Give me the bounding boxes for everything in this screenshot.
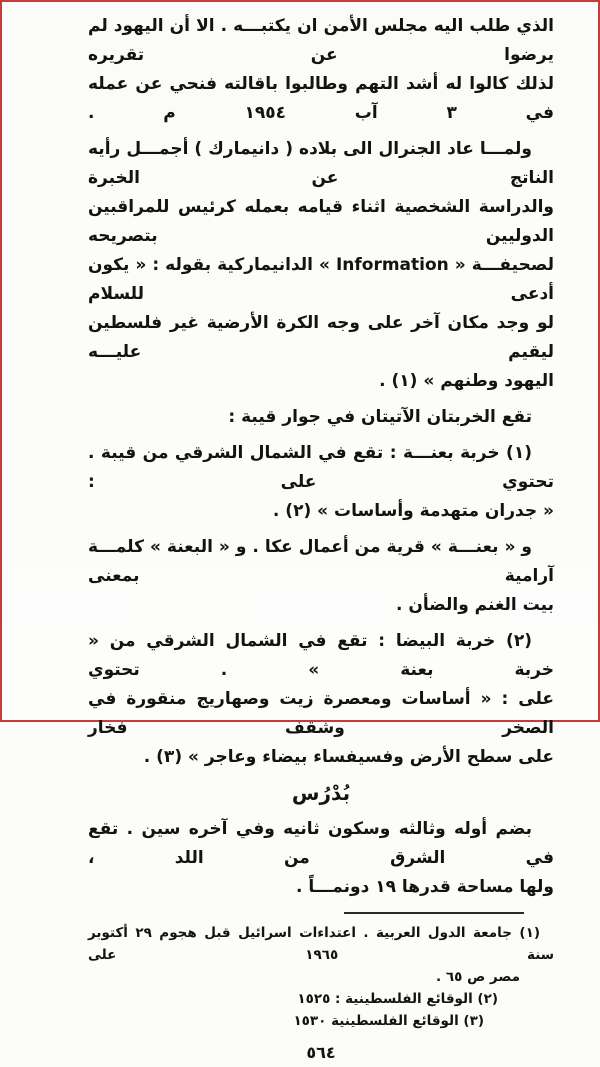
text-line: (١) خربة بعنـــة : تقع في الشمال الشرقي من قيبة . تحتوي على : (88, 443, 554, 492)
text-line: « جدران متهدمة وأساسات » (٢) . (272, 501, 554, 521)
text-line: تقع الخربتان الآتيتان في جوار قيبة : (228, 407, 532, 427)
text-line: لذلك كالوا له أشد التهم وطالبوا باقالته فنحي عن عمله في ٣ آب ١٩٥٤ م . (88, 74, 555, 123)
text-line: و « بعنـــة » قرية من أعمال عكا . و « البعنة » كلمـــة آرامية بمعنى (88, 537, 554, 586)
paragraph-general-denmark (88, 135, 554, 396)
text-line: ولها مساحة قدرها ١٩ دونمـــاً . (296, 877, 554, 897)
text-line: لو وجد مكان آخر على وجه الكرة الأرضية غير فلسطين ليقيم عليـــه (88, 313, 554, 362)
text-line: والدراسة الشخصية اثناء قيامه بعمله كرئيس للمراقبين الدوليين بتصريحه (88, 197, 554, 246)
footnote-line: (١) جامعة الدول العربية . اعتداءات اسرائيل قبل هجوم ٢٩ أكتوبر سنة ١٩٦٥ على (88, 925, 554, 963)
text-line: على سطح الأرض وفسيفساء بيضاء وعاجر » (٣) . (143, 747, 554, 767)
page-body (2, 2, 598, 1067)
paragraph-ruins-intro (88, 403, 554, 432)
paragraph-khirbet-bana (88, 439, 554, 526)
footnote-separator (344, 912, 524, 914)
footnote-line: (٣) الوقائع الفلسطينية ١٥٣٠ (293, 1013, 484, 1029)
page-background (2, 2, 598, 1062)
section-heading-budrus: بُدْرُس (291, 781, 351, 805)
page-number: ٥٦٤ (306, 1043, 336, 1062)
text-line: على : « أساسات ومعصرة زيت وصهاريج منقورة في الصخر وشقف فخار (88, 689, 554, 738)
text-line: لصحيفـــة « Information » الدانيماركية بقوله : « يكون أدعى للسلام (88, 255, 554, 304)
text-line: الذي طلب اليه مجلس الأمن ان يكتبـــه . الا أن اليهود لم يرضوا عن تقريره (88, 16, 554, 65)
paragraph-bana-meaning (88, 533, 554, 620)
text-line: (٢) خربة البيضا : تقع في الشمال الشرقي من « خربة بعنة » . تحتوي (88, 631, 554, 680)
footnote-line: مصر ص ٦٥ . (436, 969, 520, 985)
footnotes-section (88, 922, 554, 1032)
paragraph-khirbet-baida (88, 627, 554, 772)
text-line: ولمـــا عاد الجنرال الى بلاده ( دانيمارك ) أجمـــل رأيه الناتج عن الخبرة (88, 139, 554, 188)
paragraph-security-council (88, 12, 554, 128)
text-line: بضم أوله وثالثه وسكون ثانيه وفي آخره سين . تقع في الشرق من اللد ، (88, 819, 554, 868)
footnote-line: (٢) الوقائع الفلسطينية : ١٥٢٥ (297, 991, 498, 1007)
text-line: بيت الغنم والضأن . (395, 595, 554, 615)
paragraph-budrus-description (88, 815, 554, 902)
text-line: اليهود وطنهم » (١) . (379, 371, 554, 391)
